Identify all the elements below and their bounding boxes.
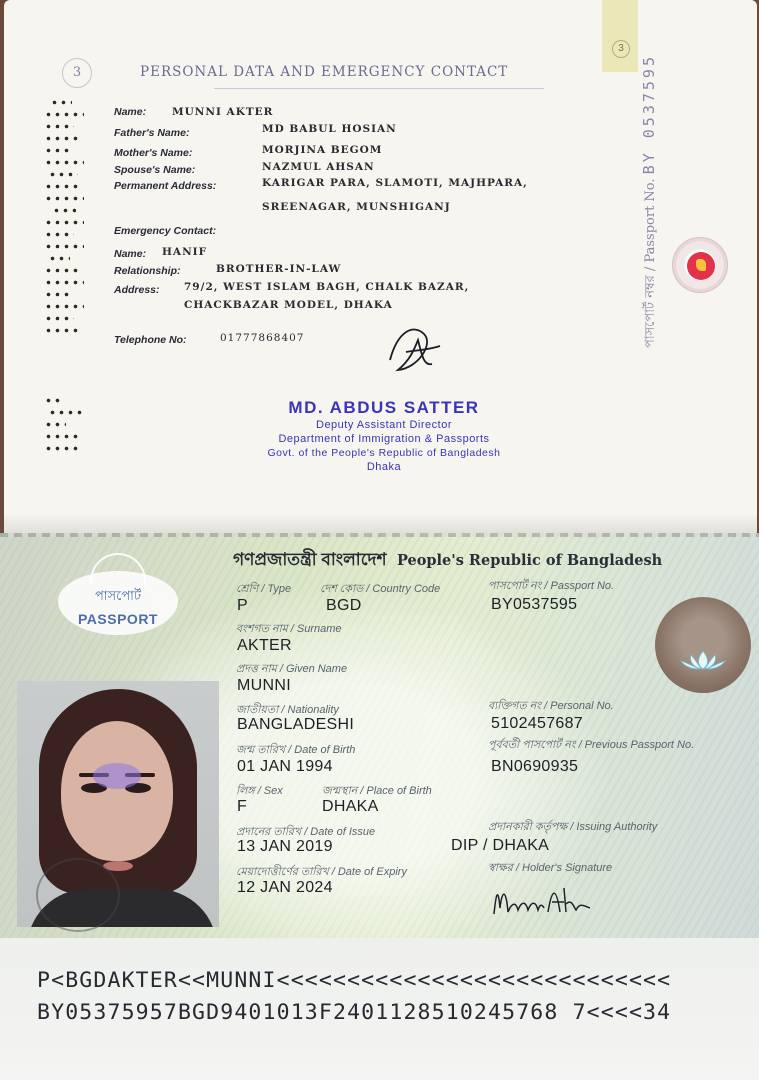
ec-address-line1: 79/2, WEST ISLAM BAGH, CHALK BAZAR, bbox=[184, 281, 470, 293]
given-name-value: MUNNI bbox=[237, 677, 291, 694]
dob-label: জন্ম তারিখ / Date of Birth bbox=[236, 744, 356, 756]
ec-name-label: Name: bbox=[114, 248, 147, 260]
father-name-value: MD BABUL HOSIAN bbox=[262, 123, 397, 135]
officer-stamp bbox=[204, 398, 564, 474]
permanent-address-label: Permanent Address: bbox=[114, 180, 217, 192]
surname-label: বংশগত নাম / Surname bbox=[236, 623, 342, 635]
page-tab bbox=[602, 0, 638, 72]
country-name-bengali: গণপ্রজাতন্ত্রী বাংলাদেশ bbox=[233, 550, 387, 569]
telephone-value: 01777868407 bbox=[220, 332, 305, 344]
expiry-date-value: 12 JAN 2024 bbox=[237, 879, 333, 896]
spouse-name-label: Spouse's Name: bbox=[114, 164, 196, 176]
vertical-passport-no: BY 0537595 bbox=[640, 54, 658, 175]
perforation-pattern-lower bbox=[44, 398, 90, 458]
vertical-passport-number bbox=[640, 54, 662, 348]
machine-readable-zone bbox=[0, 938, 759, 1080]
mother-name-label: Mother's Name: bbox=[114, 147, 193, 159]
previous-passport-label: পূর্ববর্তী পাসপোর্ট নং / Previous Passport No. bbox=[488, 739, 695, 751]
photo-stamp-icon bbox=[36, 858, 120, 932]
surname-value: AKTER bbox=[237, 637, 292, 654]
personal-no-value: 5102457687 bbox=[491, 715, 583, 732]
page-number-badge: 3 bbox=[62, 58, 92, 88]
lotus-icon bbox=[677, 649, 729, 671]
permanent-address-line1: KARIGAR PARA, SLAMOTI, MAJHPARA, bbox=[262, 177, 528, 189]
ec-address-line2: CHACKBAZAR MODEL, DHAKA bbox=[184, 299, 393, 311]
holder-signature bbox=[490, 878, 594, 922]
officer-government: Govt. of the People's Republic of Bangladesh bbox=[267, 447, 501, 459]
nationality-label: জাতীয়তা / Nationality bbox=[236, 704, 339, 716]
previous-passport-value: BN0690935 bbox=[491, 758, 579, 775]
type-value: P bbox=[237, 597, 248, 614]
logo-bengali-text: পাসপোর্ট bbox=[94, 588, 142, 603]
government-seal-icon bbox=[672, 237, 728, 293]
vertical-passport-label-en: / Passport No. bbox=[643, 178, 658, 272]
place-of-birth-value: DHAKA bbox=[322, 798, 379, 815]
tab-number-badge: 3 bbox=[612, 40, 630, 58]
passport-logo bbox=[58, 553, 178, 643]
mrz-line-2: BY05375957BGD9401013F2401128510245768 7<<<<34 bbox=[37, 1000, 672, 1025]
name-value: MUNNI AKTER bbox=[172, 106, 274, 118]
country-code-label: দেশ কোড / Country Code bbox=[320, 583, 441, 595]
perforation-pattern bbox=[44, 100, 90, 340]
logo-english-text: PASSPORT bbox=[78, 611, 158, 627]
section-title: PERSONAL DATA AND EMERGENCY CONTACT bbox=[140, 64, 509, 80]
officer-signature bbox=[384, 320, 444, 378]
officer-title: Deputy Assistant Director bbox=[316, 419, 452, 431]
place-of-birth-label: জন্মস্থান / Place of Birth bbox=[322, 785, 432, 797]
ec-name-value: HANIF bbox=[162, 246, 208, 258]
ec-relationship-value: BROTHER-IN-LAW bbox=[216, 263, 342, 275]
mother-name-value: MORJINA BEGOM bbox=[262, 144, 383, 156]
permanent-address-line2: SREENAGAR, MUNSHIGANJ bbox=[262, 201, 451, 213]
passport-data-page bbox=[0, 533, 759, 1080]
issuing-authority-value: DIP / DHAKA bbox=[451, 837, 550, 854]
passport-no-label: পাসপোর্ট নং / Passport No. bbox=[488, 580, 615, 592]
country-name-english: People's Republic of Bangladesh bbox=[396, 552, 663, 569]
vertical-passport-label-bn: পাসপোর্ট নম্বর bbox=[643, 275, 658, 348]
given-name-label: প্রদত্ত নাম / Given Name bbox=[236, 663, 348, 675]
ec-address-label: Address: bbox=[114, 284, 160, 296]
holder-signature-label: স্বাক্ষর / Holder's Signature bbox=[488, 862, 613, 874]
country-code-value: BGD bbox=[326, 597, 362, 614]
mrz-line-1: P<BGDAKTER<<MUNNI<<<<<<<<<<<<<<<<<<<<<<<<<<<< bbox=[37, 968, 672, 993]
officer-department: Department of Immigration & Passports bbox=[278, 433, 490, 445]
spouse-name-value: NAZMUL AHSAN bbox=[262, 161, 375, 173]
issuing-country-header bbox=[233, 547, 662, 575]
expiry-date-label: মেয়াদোত্তীর্ণের তারিখ / Date of Expiry bbox=[236, 866, 407, 878]
issue-date-label: প্রদানের তারিখ / Date of Issue bbox=[236, 826, 376, 838]
sex-label: লিঙ্গ / Sex bbox=[236, 785, 283, 797]
officer-name: MD. ABDUS SATTER bbox=[288, 398, 480, 417]
name-label: Name: bbox=[114, 106, 147, 118]
hologram-overlay bbox=[93, 763, 141, 789]
emergency-contact-heading: Emergency Contact: bbox=[114, 225, 217, 237]
passport-no-value: BY0537595 bbox=[491, 596, 578, 613]
personal-no-label: ব্যক্তিগত নং / Personal No. bbox=[488, 700, 614, 712]
telephone-label: Telephone No: bbox=[114, 334, 187, 346]
sex-value: F bbox=[237, 798, 248, 815]
type-label: শ্রেণি / Type bbox=[236, 583, 292, 595]
father-name-label: Father's Name: bbox=[114, 127, 190, 139]
personal-data-page bbox=[4, 0, 757, 540]
ec-relationship-label: Relationship: bbox=[114, 265, 181, 277]
page-edge bbox=[0, 533, 759, 537]
officer-city: Dhaka bbox=[366, 461, 402, 473]
nationality-value: BANGLADESHI bbox=[237, 716, 355, 733]
issuing-authority-label: প্রদানকারী কর্তৃপক্ষ / Issuing Authority bbox=[488, 821, 658, 833]
hologram-lotus-seal-icon bbox=[655, 597, 751, 693]
title-underline bbox=[214, 88, 544, 89]
issue-date-value: 13 JAN 2019 bbox=[237, 838, 333, 855]
dob-value: 01 JAN 1994 bbox=[237, 758, 333, 775]
